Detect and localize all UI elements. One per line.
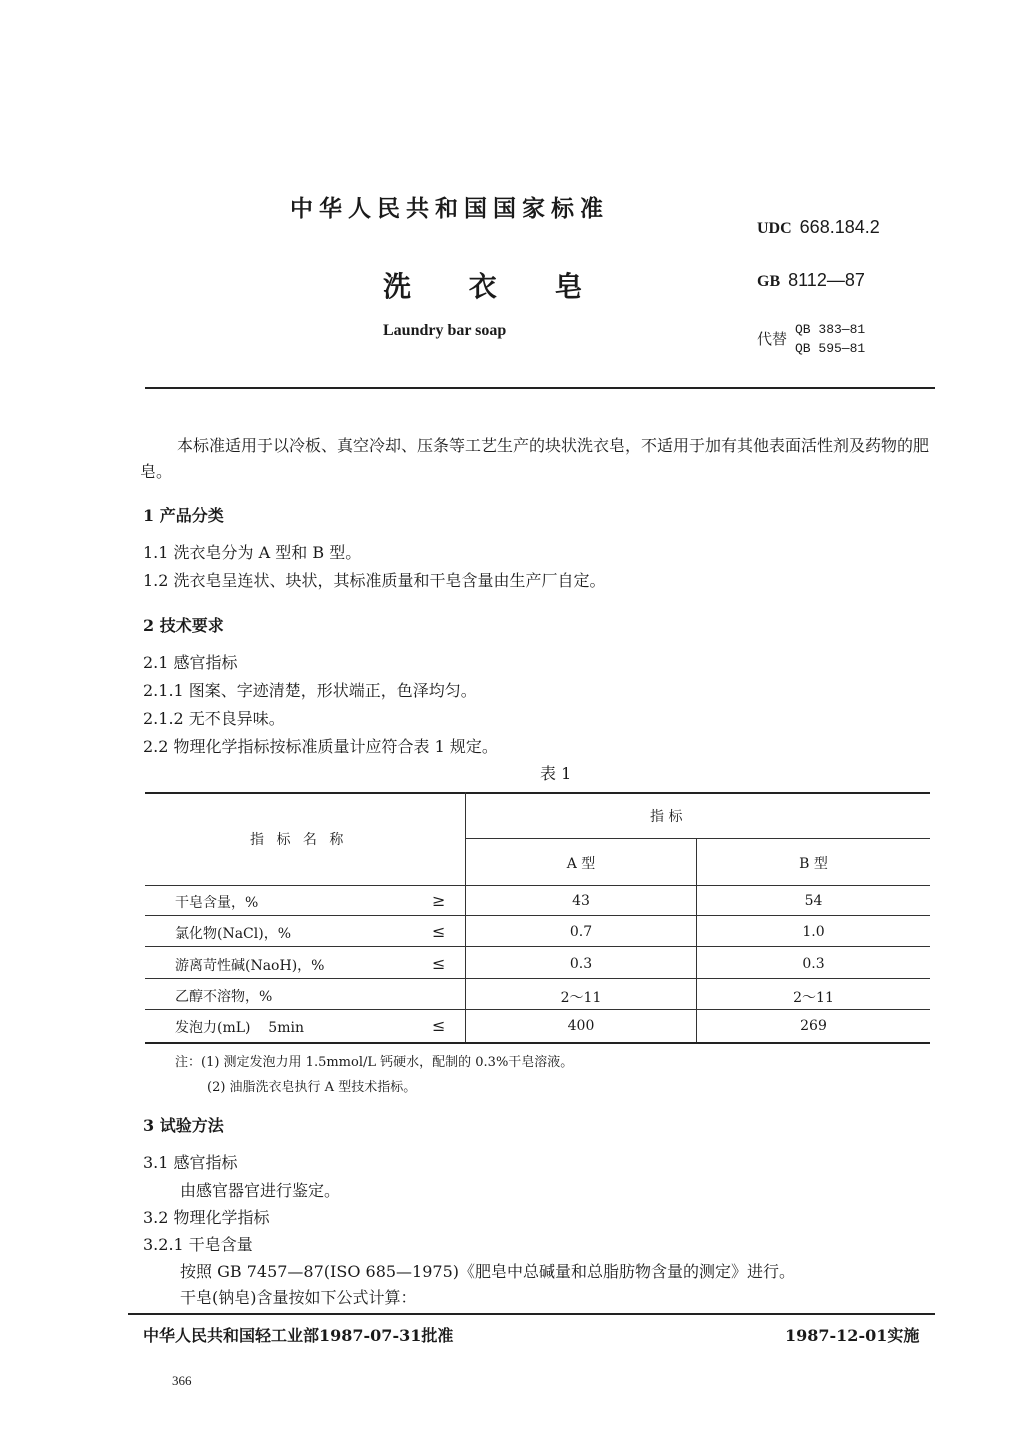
table-top-rule — [145, 792, 930, 794]
table-row-rule — [145, 915, 930, 916]
table-row-sign: ≤ — [432, 1016, 446, 1035]
gb-value: 8112—87 — [788, 270, 865, 290]
table-subheader-rule — [465, 838, 930, 839]
clause-2-1: 2.1 感官指标 — [143, 653, 238, 672]
clause-2-1-2: 2.1.2 无不良异味。 — [143, 709, 285, 728]
table-row-rule — [145, 1009, 930, 1010]
clause-1-1: 1.1 洗衣皂分为 A 型和 B 型。 — [143, 543, 362, 562]
table-row-name: 发泡力(mL) 5min — [175, 1020, 304, 1036]
clause-3-2-1-text: 按照 GB 7457—87(ISO 685—1975)《肥皂中总碱量和总脂肪物含量的测定》进行。 — [180, 1262, 796, 1281]
gb-number — [757, 270, 865, 291]
document-title-cn: 洗 衣 皂 — [383, 270, 607, 303]
table-row-sign: ≥ — [432, 891, 446, 910]
table-note: 注：(1) 测定发泡力用 1.5mmol/L 钙硬水，配制的 0.3%干皂溶液。 — [175, 1055, 574, 1070]
table-row-name: 游离苛性碱(NaoH)，% — [175, 958, 325, 974]
table-header-name: 指 标 名 称 — [250, 832, 348, 848]
formula-intro: 干皂(钠皂)含量按如下公式计算： — [180, 1288, 417, 1307]
table-cell-a: 0.7 — [569, 924, 593, 940]
table-row-sign: ≤ — [432, 922, 446, 941]
table-row-name: 乙醇不溶物，% — [175, 989, 273, 1005]
table-row-name: 干皂含量，% — [175, 895, 259, 911]
table-header-a: A 型 — [566, 856, 596, 872]
section-2-heading: 2 技术要求 — [143, 616, 224, 635]
udc-label: UDC — [757, 220, 792, 237]
table-header-rule — [145, 885, 930, 886]
section-1-heading: 1 产品分类 — [143, 506, 224, 525]
table-row-name: 氯化物(NaCl)，% — [175, 926, 292, 942]
clause-2-2: 2.2 物理化学指标按标准质量计应符合表 1 规定。 — [143, 737, 498, 756]
replaces-label: 代替 — [757, 330, 788, 348]
replaces-item: QB 383—81 — [795, 322, 866, 337]
table-row-sign: ≤ — [432, 954, 446, 973]
document-title-en: Laundry bar soap — [383, 322, 507, 339]
table-bottom-rule — [145, 1042, 930, 1044]
udc-code — [757, 217, 880, 238]
replaces-item: QB 595—81 — [795, 341, 866, 356]
table-cell-b: 2～11 — [793, 990, 834, 1006]
clause-2-1-1: 2.1.1 图案、字迹清楚，形状端正，色泽均匀。 — [143, 681, 477, 700]
table-cell-a: 400 — [567, 1018, 595, 1034]
table-header-group: 指 标 — [650, 809, 683, 825]
table-row-rule — [145, 978, 930, 979]
table-cell-b: 269 — [800, 1018, 827, 1034]
table-cell-b: 54 — [804, 893, 823, 909]
table-note: (2) 油脂洗衣皂执行 A 型技术指标。 — [207, 1080, 417, 1095]
standard-title: 中华人民共和国国家标准 — [290, 195, 609, 222]
clause-1-2: 1.2 洗衣皂呈连状、块状，其标准质量和干皂含量由生产厂自定。 — [143, 571, 606, 590]
udc-value: 668.184.2 — [799, 217, 880, 237]
table-caption: 表 1 — [540, 764, 572, 783]
page-number: 366 — [172, 1373, 192, 1388]
table-header-b: B 型 — [799, 856, 828, 872]
approval-line: 中华人民共和国轻工业部1987-07-31批准 — [143, 1326, 454, 1345]
replaces-list — [795, 320, 865, 358]
table-cell-a: 2～11 — [560, 990, 602, 1006]
effective-date: 1987-12-01实施 — [785, 1326, 920, 1345]
clause-3-2: 3.2 物理化学指标 — [143, 1208, 270, 1227]
intro-paragraph: 本标准适用于以冷板、真空冷却、压条等工艺生产的块状洗衣皂，不适用于加有其他表面活性剂及药物的肥皂。 — [140, 436, 930, 481]
table-cell-a: 0.3 — [569, 956, 593, 972]
table-cell-a: 43 — [572, 893, 590, 909]
gb-label: GB — [757, 273, 781, 290]
table-row-rule — [145, 946, 930, 947]
table-cell-b: 0.3 — [802, 956, 825, 972]
clause-3-2-1: 3.2.1 干皂含量 — [143, 1235, 253, 1254]
clause-3-1-text: 由感官器官进行鉴定。 — [180, 1181, 341, 1200]
footer-rule — [128, 1313, 935, 1315]
header-rule — [145, 387, 935, 389]
table-cell-b: 1.0 — [802, 924, 825, 940]
section-3-heading: 3 试验方法 — [143, 1116, 224, 1135]
clause-3-1: 3.1 感官指标 — [143, 1153, 238, 1172]
